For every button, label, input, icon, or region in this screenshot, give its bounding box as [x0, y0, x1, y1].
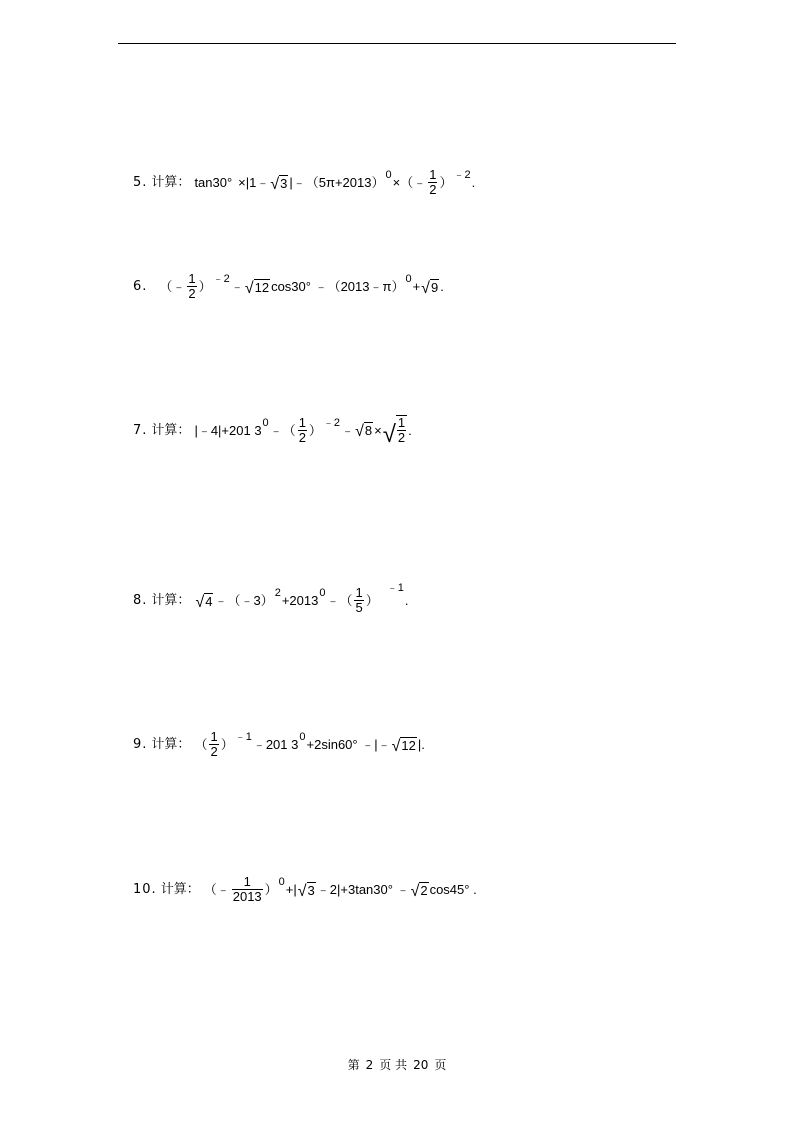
numerator: 1: [429, 167, 437, 182]
sqrt: √ 9: [421, 279, 439, 297]
numerator: 1: [355, 585, 363, 600]
expr-text: .: [408, 422, 412, 438]
problem-7: [133, 414, 412, 448]
problem-colon: ：: [177, 175, 191, 190]
problem-label: 计算: [160, 882, 187, 897]
expr-text: tan30°: [194, 175, 233, 190]
expr-text: （﹣: [203, 882, 230, 897]
expr-text: +2013: [281, 593, 319, 608]
problem-8: [133, 582, 409, 615]
sqrt-content: [396, 415, 407, 445]
sqrt: √ 8: [355, 423, 373, 440]
expr-text: ×（﹣: [392, 175, 427, 190]
sqrt: √ 3: [270, 175, 288, 193]
problem-number: 10.: [133, 882, 157, 897]
fraction: [354, 586, 363, 615]
expr-text: ×|1﹣: [238, 175, 270, 190]
header-rule: [118, 43, 676, 44]
expr-text: .: [471, 175, 476, 190]
expr-text: ﹣: [341, 422, 355, 438]
exponent: 0: [405, 273, 412, 285]
denominator: 2: [429, 182, 437, 197]
expr-text: ）: [365, 593, 379, 608]
expr-text: ﹣（: [326, 593, 353, 608]
footer-suffix: 页: [434, 1058, 447, 1072]
numerator: 1: [243, 874, 251, 889]
sqrt-content: 12: [254, 279, 270, 295]
numerator: 1: [188, 271, 196, 286]
expr-text: ）: [264, 882, 278, 897]
exponent: 2: [274, 587, 281, 599]
problem-colon: ：: [186, 882, 200, 897]
sqrt: √ 2: [410, 882, 428, 900]
problem-number: 5.: [133, 175, 148, 190]
sqrt: √ $\frac{1}{2}$: [382, 415, 406, 448]
expr-text: ﹣201 3: [252, 737, 299, 752]
expr-text: +2sin60° ﹣|﹣: [306, 737, 391, 752]
expr-text: ）: [308, 422, 322, 438]
exponent: ﹣1: [234, 731, 252, 743]
expr-text: ﹣（: [269, 422, 296, 438]
problem-colon: ：: [177, 422, 191, 438]
numerator: 1: [397, 415, 406, 430]
expr-text: +: [412, 279, 421, 294]
expr-text: ）: [439, 175, 453, 190]
problem-colon: ：: [177, 737, 191, 752]
expr-text: |﹣（5π+2013）: [289, 175, 385, 190]
expr-text: .: [440, 279, 444, 294]
problem-number: 6.: [133, 279, 148, 294]
expr-text: ﹣2|+3tan30° ﹣: [316, 882, 410, 897]
denominator: 2: [210, 744, 218, 759]
problem-number: 8.: [133, 593, 148, 608]
fraction: [397, 416, 406, 445]
expr-text: ）: [220, 737, 234, 752]
sqrt-content: 3: [280, 175, 288, 191]
problem-9: [133, 730, 425, 759]
exponent: 0: [299, 731, 306, 743]
numerator: 1: [298, 414, 306, 430]
fraction: [232, 875, 263, 904]
expr-text: |﹣4|+201 3: [194, 422, 262, 438]
problem-5: [133, 168, 475, 197]
sqrt-content: 3: [307, 882, 315, 898]
fraction: [428, 168, 437, 197]
page-number: 2: [365, 1058, 374, 1072]
fraction: [209, 730, 218, 759]
footer-mid: 页 共: [379, 1058, 408, 1072]
footer-prefix: 第: [347, 1058, 360, 1072]
problem-colon: ：: [177, 593, 191, 608]
total-pages: 20: [413, 1058, 429, 1072]
exponent: ﹣2: [453, 169, 471, 181]
expr-text: ×: [374, 422, 382, 438]
expr-text: ﹣（﹣3）: [214, 593, 274, 608]
sqrt: √ 3: [297, 882, 315, 900]
denominator: 2013: [232, 889, 262, 904]
denominator: 2: [397, 430, 406, 445]
exponent: 0: [262, 416, 269, 429]
sqrt-content: 2: [420, 882, 428, 898]
expr-text: |.: [417, 737, 425, 752]
exponent: 0: [385, 169, 392, 181]
expr-text: cos45° .: [429, 882, 477, 897]
expr-text: （: [194, 737, 208, 752]
problem-number: 7.: [133, 422, 148, 438]
problem-label: 计算: [151, 422, 178, 438]
denominator: 2: [298, 429, 306, 445]
exponent: ﹣1: [386, 582, 404, 594]
expr-text: +|: [285, 882, 297, 897]
sqrt: √ 4: [195, 593, 213, 611]
problem-10: [133, 875, 477, 904]
exponent: ﹣2: [212, 273, 230, 285]
denominator: 2: [188, 286, 196, 301]
sqrt-content: 4: [205, 593, 213, 609]
problem-label: 计算: [151, 593, 178, 608]
fraction: [298, 416, 307, 445]
problem-label: 计算: [151, 175, 178, 190]
page-footer: [0, 1056, 794, 1073]
exponent: 0: [278, 876, 285, 888]
denominator: 5: [355, 600, 363, 615]
problem-6: [133, 272, 444, 301]
sqrt-content: 12: [401, 737, 416, 753]
exponent: 0: [319, 587, 326, 599]
problem-number: 9.: [133, 737, 148, 752]
sqrt-content: 9: [430, 279, 439, 295]
sqrt: √ 12: [391, 737, 416, 755]
exponent: ﹣2: [322, 416, 341, 429]
sqrt: √ 12: [244, 279, 270, 297]
problem-label: 计算: [151, 737, 178, 752]
sqrt-content: 8: [364, 423, 373, 438]
expr-text: cos30° ﹣（2013﹣π）: [271, 279, 405, 294]
expr-text: ﹣: [230, 279, 244, 294]
numerator: 1: [210, 729, 218, 744]
expr-text: （﹣: [159, 279, 186, 294]
expr-text: ）: [198, 279, 212, 294]
expr-text: .: [404, 593, 409, 608]
fraction: [187, 272, 196, 301]
